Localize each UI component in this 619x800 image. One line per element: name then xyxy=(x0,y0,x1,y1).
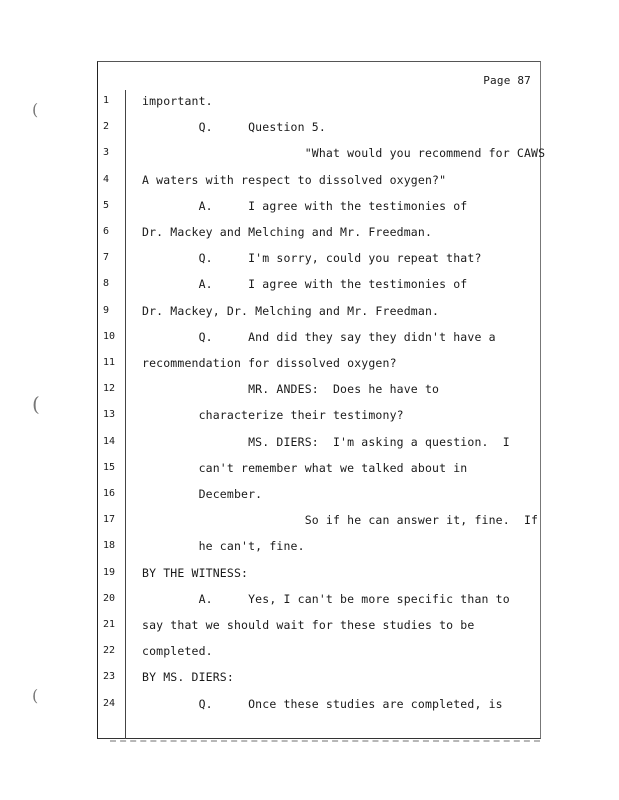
line-number: 14 xyxy=(103,435,116,447)
punch-hole-mark-top: ( xyxy=(32,100,39,119)
line-number: 1 xyxy=(103,95,110,106)
line-number: 15 xyxy=(103,461,116,473)
line-text: say that we should wait for these studies to be xyxy=(142,618,475,632)
line-text: Q. And did they say they didn't have a xyxy=(142,329,496,344)
scan-edge-noise xyxy=(110,740,540,745)
transcript-line xyxy=(0,274,619,294)
line-text: can't remember what we talked about in xyxy=(142,460,468,475)
line-text: BY THE WITNESS: xyxy=(142,565,249,580)
punch-hole-mark-bottom: ( xyxy=(32,686,39,705)
line-number: 3 xyxy=(103,147,110,159)
line-number: 13 xyxy=(103,409,116,421)
line-text: Q. Question 5. xyxy=(142,120,326,135)
transcript-line xyxy=(0,458,619,478)
line-number: 18 xyxy=(103,540,116,552)
line-text: A. Yes, I can't be more specific than to xyxy=(142,591,510,606)
line-text: A. I agree with the testimonies of xyxy=(142,277,468,292)
transcript-line xyxy=(0,589,619,609)
transcript-line xyxy=(0,615,619,635)
line-text: he can't, fine. xyxy=(142,539,305,554)
punch-hole-mark-middle: ( xyxy=(32,392,40,416)
transcript-line xyxy=(0,248,619,268)
transcript-line xyxy=(0,536,619,556)
line-number: 16 xyxy=(103,488,116,499)
transcript-line xyxy=(0,196,619,216)
transcript-line xyxy=(0,484,619,504)
transcript-line xyxy=(0,91,619,111)
line-text: characterize their testimony? xyxy=(142,408,404,423)
line-text: important. xyxy=(142,94,213,108)
line-text: Q. I'm sorry, could you repeat that? xyxy=(142,251,482,266)
line-number: 5 xyxy=(103,199,110,211)
line-number: 6 xyxy=(103,226,110,237)
transcript-line xyxy=(0,379,619,399)
line-number: 21 xyxy=(103,619,116,630)
line-number: 17 xyxy=(103,514,116,526)
line-text: completed. xyxy=(142,644,213,659)
line-number: 4 xyxy=(103,173,110,185)
line-number: 8 xyxy=(103,278,110,290)
transcript-line xyxy=(0,353,619,373)
line-text: recommendation for dissolved oxygen? xyxy=(142,356,397,370)
line-text: MR. ANDES: Does he have to xyxy=(142,382,440,397)
transcript-line xyxy=(0,510,619,530)
line-number: 9 xyxy=(103,304,110,316)
line-number: 2 xyxy=(103,121,110,133)
transcript-line xyxy=(0,563,619,583)
line-number: 19 xyxy=(103,566,116,578)
line-number: 22 xyxy=(103,645,116,657)
line-number: 20 xyxy=(103,592,116,604)
line-text: A. I agree with the testimonies of xyxy=(142,198,468,213)
line-number: 7 xyxy=(103,252,110,264)
line-number: 11 xyxy=(103,357,116,368)
line-text: A waters with respect to dissolved oxygen?" xyxy=(142,172,447,187)
line-number: 23 xyxy=(103,671,116,683)
line-text: "What would you recommend for CAWS xyxy=(142,146,546,161)
line-number: 10 xyxy=(103,330,116,342)
line-text: So if he can answer it, fine. If xyxy=(142,513,539,528)
transcript-line xyxy=(0,405,619,425)
transcript-line xyxy=(0,432,619,452)
transcript-line xyxy=(0,667,619,687)
transcript-line xyxy=(0,301,619,321)
line-number: 24 xyxy=(103,697,116,709)
line-text: Q. Once these studies are completed, is xyxy=(142,696,503,711)
page-number: Page 87 xyxy=(483,74,531,87)
transcript-line xyxy=(0,327,619,347)
transcript-line xyxy=(0,694,619,714)
line-text: Dr. Mackey and Melching and Mr. Freedman. xyxy=(142,225,433,239)
line-text: MS. DIERS: I'm asking a question. I xyxy=(142,434,510,449)
transcript-line xyxy=(0,170,619,190)
line-number: 12 xyxy=(103,383,116,395)
line-text: December. xyxy=(142,487,263,501)
line-text: Dr. Mackey, Dr. Melching and Mr. Freedman. xyxy=(142,303,440,318)
transcript-line xyxy=(0,143,619,163)
transcript-line xyxy=(0,222,619,242)
line-text: BY MS. DIERS: xyxy=(142,670,234,685)
transcript-line xyxy=(0,117,619,137)
transcript-line xyxy=(0,641,619,661)
